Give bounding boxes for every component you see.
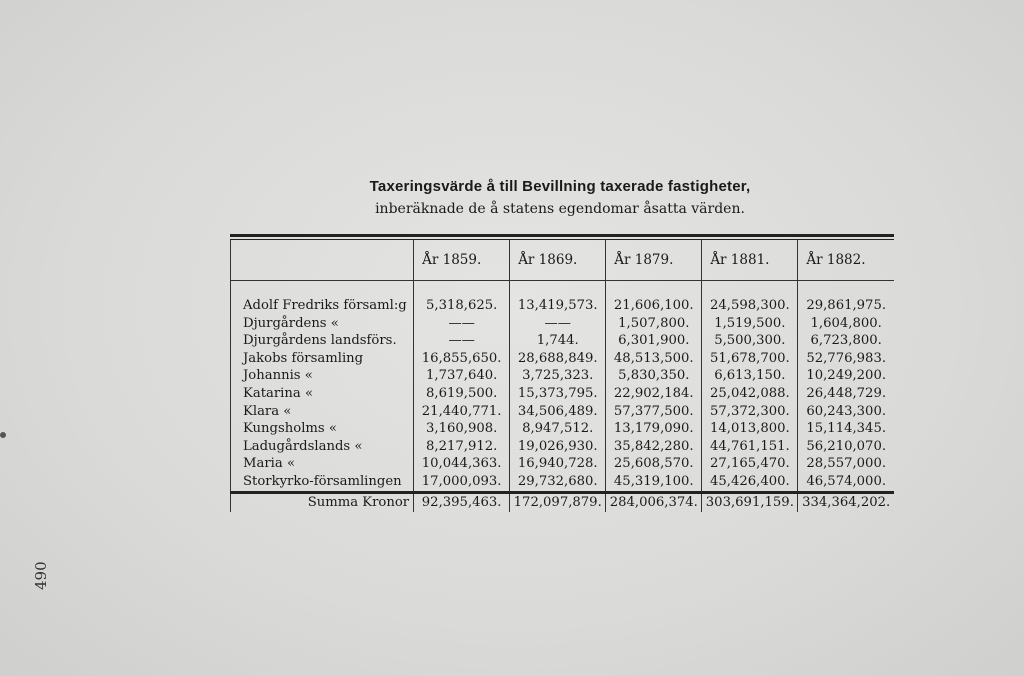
valuation-table: [230, 240, 894, 512]
cell: 60,243,300.: [798, 403, 894, 421]
cell: ——: [414, 332, 510, 350]
cell: 29,732,680.: [510, 473, 606, 492]
row-name: Djurgårdens landsförs.: [231, 332, 414, 350]
table-row: [231, 332, 895, 350]
cell: 44,761,151.: [702, 438, 798, 456]
cell: 34,506,489.: [510, 403, 606, 421]
cell: 3,160,908.: [414, 420, 510, 438]
table-row: [231, 438, 895, 456]
cell: 26,448,729.: [798, 385, 894, 403]
cell: 10,044,363.: [414, 455, 510, 473]
valuation-table-wrap: [230, 234, 894, 512]
table-row: [231, 367, 895, 385]
cell: 21,440,771.: [414, 403, 510, 421]
cell: 56,210,070.: [798, 438, 894, 456]
table-row: [231, 350, 895, 368]
table-row: [231, 403, 895, 421]
page-number: [32, 561, 50, 590]
sum-cell: 92,395,463.: [414, 492, 510, 512]
cell: 6,613,150.: [702, 367, 798, 385]
cell: 48,513,500.: [606, 350, 702, 368]
sum-cell: 172,097,879.: [510, 492, 606, 512]
cell: 22,902,184.: [606, 385, 702, 403]
header-year-1881: År 1881.: [702, 240, 798, 281]
cell: 1,507,800.: [606, 315, 702, 333]
header-year-1882: År 1882.: [798, 240, 894, 281]
table-row: [231, 473, 895, 492]
margin-mark: [0, 432, 6, 438]
cell: 57,372,300.: [702, 403, 798, 421]
header-year-1879: År 1879.: [606, 240, 702, 281]
cell: 25,608,570.: [606, 455, 702, 473]
cell: 1,519,500.: [702, 315, 798, 333]
cell: ——: [510, 315, 606, 333]
cell: 45,319,100.: [606, 473, 702, 492]
cell: 27,165,470.: [702, 455, 798, 473]
cell: 35,842,280.: [606, 438, 702, 456]
row-name: Klara «: [231, 403, 414, 421]
header-year-1869: År 1869.: [510, 240, 606, 281]
cell: 45,426,400.: [702, 473, 798, 492]
cell: 6,301,900.: [606, 332, 702, 350]
sum-cell: 284,006,374.: [606, 492, 702, 512]
cell: 16,940,728.: [510, 455, 606, 473]
row-name: Johannis «: [231, 367, 414, 385]
sum-cell: 303,691,159.: [702, 492, 798, 512]
cell: 52,776,983.: [798, 350, 894, 368]
cell: 1,744.: [510, 332, 606, 350]
cell: 15,114,345.: [798, 420, 894, 438]
row-name: Kungsholms «: [231, 420, 414, 438]
page-number-text: 490: [32, 561, 50, 590]
cell: ——: [414, 315, 510, 333]
table-row: [231, 385, 895, 403]
cell: 3,725,323.: [510, 367, 606, 385]
cell: 10,249,200.: [798, 367, 894, 385]
cell: 1,737,640.: [414, 367, 510, 385]
cell: 57,377,500.: [606, 403, 702, 421]
cell: 24,598,300.: [702, 281, 798, 315]
cell: 13,179,090.: [606, 420, 702, 438]
cell: 5,318,625.: [414, 281, 510, 315]
cell: 51,678,700.: [702, 350, 798, 368]
cell: 1,604,800.: [798, 315, 894, 333]
cell: 21,606,100.: [606, 281, 702, 315]
cell: 8,217,912.: [414, 438, 510, 456]
cell: 29,861,975.: [798, 281, 894, 315]
cell: 17,000,093.: [414, 473, 510, 492]
cell: 46,574,000.: [798, 473, 894, 492]
cell: 25,042,088.: [702, 385, 798, 403]
cell: 8,947,512.: [510, 420, 606, 438]
table-subtitle: inberäknade de å statens egendomar åsatta värden.: [375, 201, 745, 217]
header-label-cell: [231, 240, 414, 281]
table-row: [231, 315, 895, 333]
row-name: Ladugårdslands «: [231, 438, 414, 456]
cell: 5,830,350.: [606, 367, 702, 385]
row-name: Storkyrko-församlingen: [231, 473, 414, 492]
sum-row: [231, 492, 895, 512]
header-year-1859: År 1859.: [414, 240, 510, 281]
cell: 14,013,800.: [702, 420, 798, 438]
row-name: Adolf Fredriks församl:g: [231, 281, 414, 315]
cell: 15,373,795.: [510, 385, 606, 403]
cell: 16,855,650.: [414, 350, 510, 368]
cell: 5,500,300.: [702, 332, 798, 350]
table-row: [231, 455, 895, 473]
sum-cell: 334,364,202.: [798, 492, 894, 512]
table-row: [231, 281, 895, 315]
cell: 28,688,849.: [510, 350, 606, 368]
cell: 19,026,930.: [510, 438, 606, 456]
header-row: [231, 240, 895, 281]
table-row: [231, 420, 895, 438]
row-name: Katarina «: [231, 385, 414, 403]
row-name: Maria «: [231, 455, 414, 473]
table-title: Taxeringsvärde å till Bevillning taxerade fastigheter,: [369, 178, 751, 195]
cell: 6,723,800.: [798, 332, 894, 350]
row-name: Jakobs församling: [231, 350, 414, 368]
sum-label: Summa Kronor: [231, 492, 414, 512]
cell: 8,619,500.: [414, 385, 510, 403]
cell: 13,419,573.: [510, 281, 606, 315]
cell: 28,557,000.: [798, 455, 894, 473]
row-name: Djurgårdens «: [231, 315, 414, 333]
